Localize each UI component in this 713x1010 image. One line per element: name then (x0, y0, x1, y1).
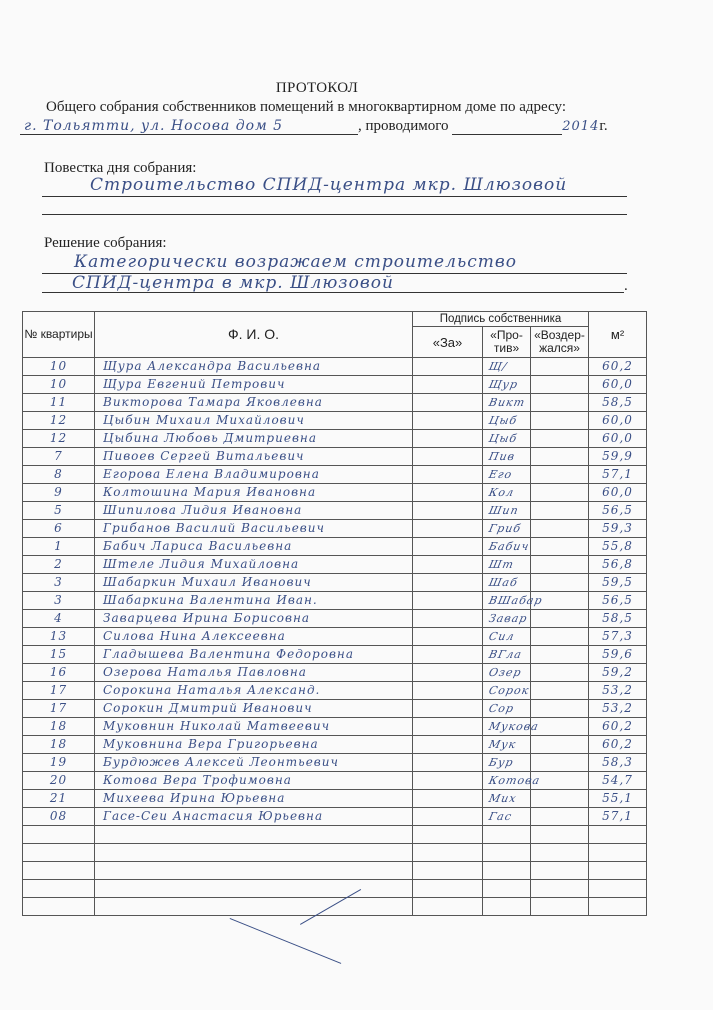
empty-table-row (23, 844, 647, 862)
empty-cell (23, 826, 95, 844)
vote-abstained-cell (531, 682, 589, 700)
empty-cell (531, 844, 589, 862)
agenda-text: Строительство СПИД-центра мкр. Шлюзовой (90, 175, 568, 195)
empty-cell (589, 862, 647, 880)
vote-abstained-cell (531, 808, 589, 826)
decision-underline-2 (42, 292, 624, 293)
vote-for-cell (413, 700, 483, 718)
apartment-area: 57,1 (589, 466, 647, 484)
empty-cell (531, 880, 589, 898)
apartment-area: 59,3 (589, 520, 647, 538)
empty-cell (589, 826, 647, 844)
apartment-number: 18 (23, 718, 95, 736)
decision-line-1: Категорически возражаем строительство (74, 252, 517, 272)
table-row (23, 772, 647, 790)
table-row (23, 646, 647, 664)
table-row (23, 448, 647, 466)
table-row (23, 538, 647, 556)
vote-abstained-cell (531, 448, 589, 466)
owner-name: Бабич Лариса Васильевна (95, 538, 413, 556)
signature-scribble: Мих (487, 792, 518, 805)
signature-scribble: Мукова (487, 720, 541, 733)
owner-name: Пивоев Сергей Витальевич (95, 448, 413, 466)
vote-against-signature (483, 700, 531, 718)
signature-scribble: Шт (487, 558, 516, 571)
empty-cell (589, 880, 647, 898)
vote-against-signature (483, 790, 531, 808)
vote-against-signature (483, 808, 531, 826)
empty-cell (23, 862, 95, 880)
apartment-area: 57,3 (589, 628, 647, 646)
vote-for-cell (413, 412, 483, 430)
apartment-number: 18 (23, 736, 95, 754)
vote-against-signature (483, 646, 531, 664)
decision-end-mark: . (624, 278, 628, 294)
vote-abstained-cell (531, 610, 589, 628)
vote-abstained-cell (531, 538, 589, 556)
vote-for-cell (413, 754, 483, 772)
signature-table (22, 311, 647, 916)
table-row (23, 664, 647, 682)
apartment-area: 60,2 (589, 358, 647, 376)
empty-cell (413, 880, 483, 898)
signature-scribble: Гас (487, 810, 514, 823)
address-line (20, 118, 608, 138)
vote-against-signature (483, 556, 531, 574)
apartment-number: 3 (23, 574, 95, 592)
empty-cell (23, 898, 95, 916)
empty-cell (483, 826, 531, 844)
vote-abstained-cell (531, 394, 589, 412)
vote-abstained-cell (531, 376, 589, 394)
empty-cell (483, 844, 531, 862)
apartment-number: 4 (23, 610, 95, 628)
vote-abstained-cell (531, 484, 589, 502)
signature-scribble: Бабич (487, 540, 531, 553)
vote-against-signature (483, 358, 531, 376)
header-abstained: «Воздер-жался» (531, 327, 589, 358)
table-row (23, 790, 647, 808)
apartment-number: 16 (23, 664, 95, 682)
apartment-area: 56,5 (589, 502, 647, 520)
apartment-area: 54,7 (589, 772, 647, 790)
signature-scribble: Щур (487, 378, 520, 391)
vote-for-cell (413, 574, 483, 592)
signature-scribble: Сор (487, 702, 516, 715)
held-label: , проводимого (358, 118, 449, 134)
vote-for-cell (413, 430, 483, 448)
apartment-number: 08 (23, 808, 95, 826)
agenda-underline-2 (42, 214, 627, 215)
vote-for-cell (413, 376, 483, 394)
apartment-number: 3 (23, 592, 95, 610)
vote-against-signature (483, 628, 531, 646)
vote-against-signature (483, 520, 531, 538)
empty-cell (95, 862, 413, 880)
vote-against-signature (483, 754, 531, 772)
signature-scribble: ВГла (487, 648, 524, 661)
apartment-area: 56,8 (589, 556, 647, 574)
vote-against-signature (483, 682, 531, 700)
signature-scribble: Его (487, 468, 514, 481)
vote-abstained-cell (531, 646, 589, 664)
vote-abstained-cell (531, 556, 589, 574)
table-row (23, 556, 647, 574)
signature-scribble: Цыб (487, 432, 519, 445)
apartment-number: 17 (23, 700, 95, 718)
apartment-area: 60,0 (589, 484, 647, 502)
vote-for-cell (413, 610, 483, 628)
apartment-number: 12 (23, 430, 95, 448)
empty-cell (531, 826, 589, 844)
owner-name: Котова Вера Трофимовна (95, 772, 413, 790)
empty-cell (23, 880, 95, 898)
table-row (23, 430, 647, 448)
table-row (23, 628, 647, 646)
vote-abstained-cell (531, 628, 589, 646)
vote-for-cell (413, 394, 483, 412)
owner-name: Муковнина Вера Григорьевна (95, 736, 413, 754)
apartment-number: 2 (23, 556, 95, 574)
apartment-number: 10 (23, 376, 95, 394)
vote-for-cell (413, 484, 483, 502)
table-body (23, 358, 647, 916)
vote-against-signature (483, 772, 542, 790)
signature-scribble: Котова (487, 774, 542, 787)
vote-for-cell (413, 646, 483, 664)
empty-cell (413, 898, 483, 916)
vote-for-cell (413, 736, 483, 754)
apartment-area: 59,5 (589, 574, 647, 592)
table-row (23, 592, 647, 610)
apartment-area: 53,2 (589, 682, 647, 700)
vote-abstained-cell (531, 466, 589, 484)
owner-name: Муковнин Николай Матвеевич (95, 718, 413, 736)
empty-cell (413, 844, 483, 862)
owner-name: Сорокина Наталья Александ. (95, 682, 413, 700)
owner-name: Сорокин Дмитрий Иванович (95, 700, 413, 718)
apartment-number: 13 (23, 628, 95, 646)
vote-for-cell (413, 808, 483, 826)
apartment-number: 11 (23, 394, 95, 412)
owner-name: Викторова Тамара Яковлевна (95, 394, 413, 412)
agenda-underline-1 (42, 196, 627, 197)
empty-cell (95, 898, 413, 916)
signature-scribble: Пив (487, 450, 517, 463)
vote-against-signature (483, 430, 531, 448)
apartment-area: 55,8 (589, 538, 647, 556)
vote-against-signature (483, 412, 531, 430)
vote-for-cell (413, 628, 483, 646)
table-row (23, 358, 647, 376)
owner-name: Шабаркин Михаил Иванович (95, 574, 413, 592)
apartment-number: 12 (23, 412, 95, 430)
apartment-number: 9 (23, 484, 95, 502)
vote-for-cell (413, 466, 483, 484)
owner-name: Щура Александра Васильевна (95, 358, 413, 376)
apartment-area: 59,2 (589, 664, 647, 682)
apartment-area: 60,2 (589, 736, 647, 754)
owner-name: Цыбина Любовь Дмитриевна (95, 430, 413, 448)
vote-against-signature (483, 448, 531, 466)
decision-label: Решение собрания: (44, 235, 167, 251)
empty-cell (483, 898, 531, 916)
apartment-number: 1 (23, 538, 95, 556)
owner-name: Грибанов Василий Васильевич (95, 520, 413, 538)
apartment-number: 17 (23, 682, 95, 700)
vote-abstained-cell (531, 430, 589, 448)
vote-against-signature (483, 502, 531, 520)
table-row (23, 610, 647, 628)
vote-for-cell (413, 682, 483, 700)
owner-name: Силова Нина Алексеевна (95, 628, 413, 646)
owner-name: Егорова Елена Владимировна (95, 466, 413, 484)
vote-for-cell (413, 556, 483, 574)
apartment-area: 60,0 (589, 430, 647, 448)
empty-table-row (23, 880, 647, 898)
owner-name: Гасе-Сеи Анастасия Юрьевна (95, 808, 413, 826)
vote-for-cell (413, 790, 483, 808)
empty-cell (589, 844, 647, 862)
signature-scribble: Цыб (487, 414, 519, 427)
apartment-area: 59,9 (589, 448, 647, 466)
agenda-label: Повестка дня собрания: (44, 160, 197, 176)
table-row (23, 808, 647, 826)
empty-cell (23, 844, 95, 862)
table-row (23, 520, 647, 538)
signature-scribble: Викт (487, 396, 527, 409)
empty-cell (95, 844, 413, 862)
apartment-area: 60,2 (589, 718, 647, 736)
vote-against-signature (483, 592, 544, 610)
empty-cell (413, 826, 483, 844)
signature-scribble: Кол (487, 486, 516, 499)
vote-for-cell (413, 502, 483, 520)
apartment-number: 8 (23, 466, 95, 484)
apartment-area: 59,6 (589, 646, 647, 664)
vote-against-signature (483, 466, 531, 484)
empty-cell (483, 880, 531, 898)
strikeout-line (230, 918, 342, 964)
table-row (23, 736, 647, 754)
vote-for-cell (413, 664, 483, 682)
vote-against-signature (483, 574, 531, 592)
signature-scribble: Бур (487, 756, 515, 769)
signature-scribble: ВШабар (487, 594, 544, 607)
signature-scribble: Озер (487, 666, 523, 679)
decision-line-2: СПИД-центра в мкр. Шлюзовой (72, 273, 394, 293)
owner-name: Заварцева Ирина Борисовна (95, 610, 413, 628)
vote-abstained-cell (531, 520, 589, 538)
owner-name: Колтошина Мария Ивановна (95, 484, 413, 502)
table-row (23, 484, 647, 502)
apartment-area: 60,0 (589, 412, 647, 430)
empty-cell (95, 826, 413, 844)
empty-cell (531, 898, 589, 916)
owner-name: Цыбин Михаил Михайлович (95, 412, 413, 430)
signature-scribble: Мук (487, 738, 518, 751)
vote-abstained-cell (531, 412, 589, 430)
header-signature: Подпись собственника (413, 312, 589, 327)
vote-against-signature (483, 664, 531, 682)
apartment-area: 60,0 (589, 376, 647, 394)
vote-abstained-cell (531, 574, 589, 592)
signature-scribble: Гриб (487, 522, 523, 535)
signature-scribble: Завар (487, 612, 529, 625)
vote-against-signature (483, 394, 531, 412)
table-row (23, 682, 647, 700)
apartment-number: 7 (23, 448, 95, 466)
header-fio: Ф. И. О. (95, 312, 413, 358)
owner-name: Штеле Лидия Михайловна (95, 556, 413, 574)
vote-abstained-cell (531, 790, 589, 808)
vote-abstained-cell (531, 664, 589, 682)
empty-cell (589, 898, 647, 916)
vote-against-signature (483, 736, 531, 754)
vote-against-signature (483, 376, 531, 394)
vote-against-signature (483, 718, 541, 736)
table-row (23, 412, 647, 430)
apartment-number: 10 (23, 358, 95, 376)
vote-for-cell (413, 772, 483, 790)
signature-scribble: Шаб (487, 576, 520, 589)
year-suffix: г. (599, 118, 608, 134)
owner-name: Гладышева Валентина Федоровна (95, 646, 413, 664)
owner-name: Щура Евгений Петрович (95, 376, 413, 394)
header-area: м² (589, 312, 647, 358)
vote-abstained-cell (531, 736, 589, 754)
signature-scribble: Сил (487, 630, 516, 643)
vote-for-cell (413, 592, 483, 610)
owner-name: Шабаркина Валентина Иван. (95, 592, 413, 610)
apartment-number: 21 (23, 790, 95, 808)
table-row (23, 376, 647, 394)
empty-cell (95, 880, 413, 898)
vote-against-signature (483, 484, 531, 502)
apartment-area: 57,1 (589, 808, 647, 826)
signature-scribble: Щ/ (487, 360, 509, 373)
date-blank (452, 120, 562, 135)
vote-for-cell (413, 538, 483, 556)
table-row (23, 754, 647, 772)
signature-scribble: Сорок (487, 684, 531, 697)
apartment-area: 56,5 (589, 592, 647, 610)
header-for: «За» (413, 327, 483, 358)
vote-for-cell (413, 448, 483, 466)
table-row (23, 394, 647, 412)
owner-name: Михеева Ирина Юрьевна (95, 790, 413, 808)
apartment-number: 5 (23, 502, 95, 520)
apartment-area: 58,3 (589, 754, 647, 772)
vote-for-cell (413, 718, 483, 736)
table-row (23, 502, 647, 520)
vote-abstained-cell (531, 700, 589, 718)
signature-scribble: Шип (487, 504, 521, 517)
year-handwritten: 2014 (562, 119, 600, 134)
document-subtitle: Общего собрания собственников помещений в многоквартирном доме по адресу: (46, 99, 566, 115)
empty-cell (413, 862, 483, 880)
header-apartment: № квартиры (23, 312, 95, 358)
apartment-number: 6 (23, 520, 95, 538)
vote-against-signature (483, 610, 531, 628)
address-handwritten: г. Тольятти, ул. Носова дом 5 (20, 118, 358, 135)
vote-abstained-cell (531, 754, 589, 772)
empty-table-row (23, 898, 647, 916)
vote-against-signature (483, 538, 531, 556)
empty-table-row (23, 862, 647, 880)
apartment-area: 58,5 (589, 610, 647, 628)
table-row (23, 574, 647, 592)
header-against: «Про-тив» (483, 327, 531, 358)
empty-cell (483, 862, 531, 880)
vote-abstained-cell (531, 358, 589, 376)
owner-name: Озерова Наталья Павловна (95, 664, 413, 682)
apartment-area: 53,2 (589, 700, 647, 718)
owner-name: Бурдюжев Алексей Леонтьевич (95, 754, 413, 772)
vote-for-cell (413, 520, 483, 538)
document-title: ПРОТОКОЛ (275, 80, 359, 96)
owner-name: Шипилова Лидия Ивановна (95, 502, 413, 520)
table-row (23, 700, 647, 718)
table-row (23, 466, 647, 484)
apartment-area: 55,1 (589, 790, 647, 808)
vote-abstained-cell (531, 502, 589, 520)
apartment-area: 58,5 (589, 394, 647, 412)
apartment-number: 19 (23, 754, 95, 772)
table-row (23, 718, 647, 736)
empty-table-row (23, 826, 647, 844)
apartment-number: 20 (23, 772, 95, 790)
apartment-number: 15 (23, 646, 95, 664)
vote-for-cell (413, 358, 483, 376)
empty-cell (531, 862, 589, 880)
